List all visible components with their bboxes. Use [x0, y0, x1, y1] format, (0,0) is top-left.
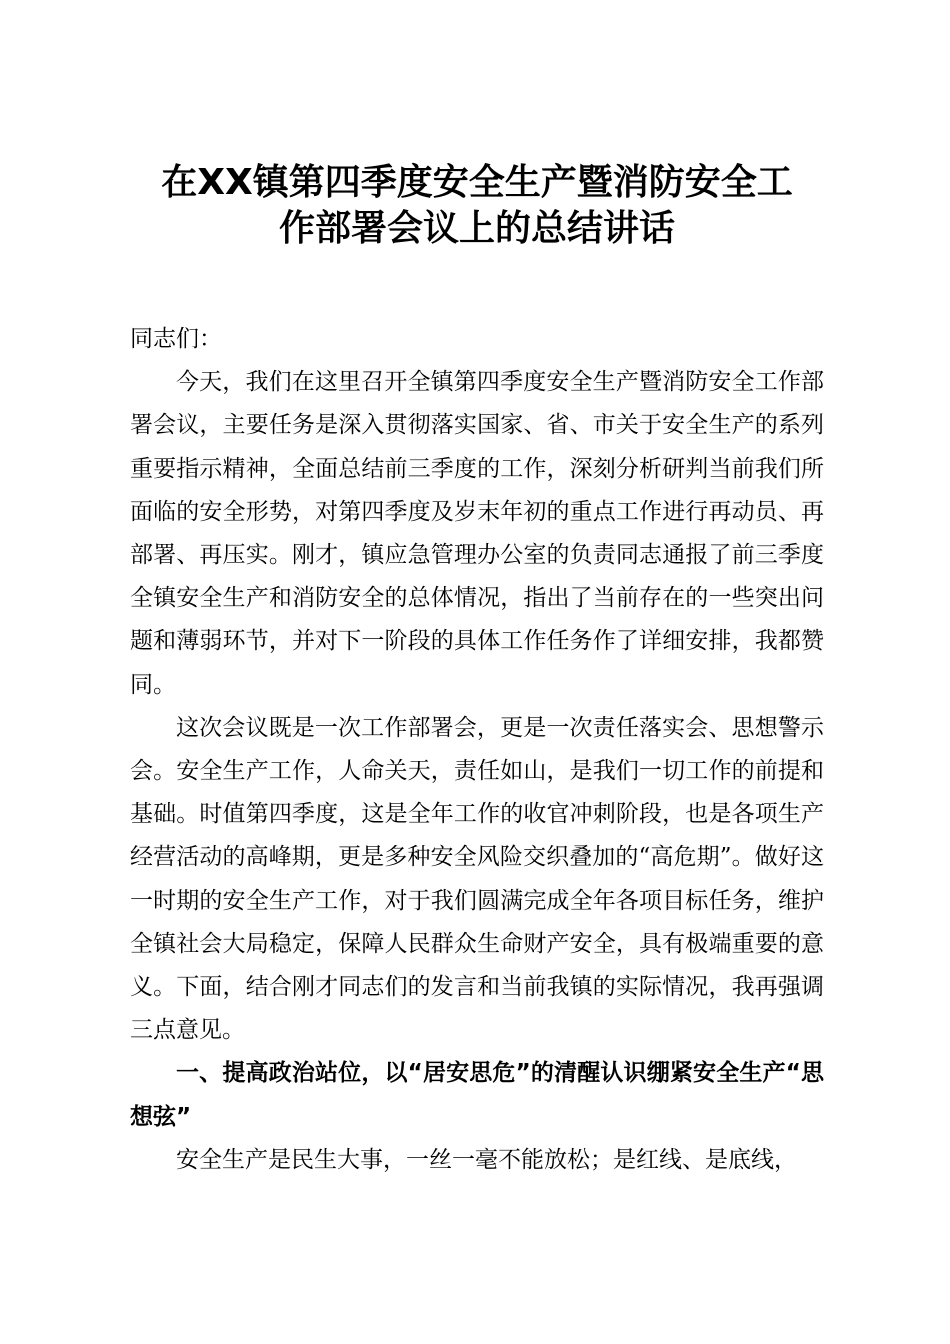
- document-title: [120, 160, 834, 252]
- document-body: [130, 318, 824, 1182]
- section-heading-1: 一、提高政治站位，以“居安思危”的清醒认识绷紧安全生产“思想弦”: [130, 1060, 824, 1130]
- paragraph-intro: 今天，我们在这里召开全镇第四季度安全生产暨消防安全工作部署会议，主要任务是深入贯彻落实国家、省、市关于安全生产的系列重要指示精神，全面总结前三季度的工作，深刻分析研判当前我们所面临的安全形势，对第四季度及岁末年初的重点工作进行再动员、再部署、再压实。刚才，镇应急管理办公室的负责同志通报了前三季度全镇安全生产和消防安全的总体情况，指出了当前存在的一些突出问题和薄弱环节，并对下一阶段的具体工作任务作了详细安排，我都赞同。: [130, 369, 824, 698]
- title-line-1: 在XX镇第四季度安全生产暨消防安全工: [161, 162, 793, 203]
- paragraph-significance: 这次会议既是一次工作部署会，更是一次责任落实会、思想警示会。安全生产工作，人命关天，责任如山，是我们一切工作的前提和基础。时值第四季度，这是全年工作的收官冲刺阶段，也是各项生产经营活动的高峰期，更是多种安全风险交织叠加的“高危期”。做好这一时期的安全生产工作，对于我们圆满完成全年各项目标任务，维护全镇社会大局稳定，保障人民群众生命财产安全，具有极端重要的意义。下面，结合刚才同志们的发言和当前我镇的实际情况，我再强调三点意见。: [130, 714, 824, 1044]
- salutation: 同志们：: [130, 326, 222, 352]
- title-line-2: 作部署会议上的总结讲话: [278, 208, 675, 249]
- section-1-paragraph: 安全生产是民生大事，一丝一毫不能放松；是红线、是底线，: [176, 1146, 797, 1173]
